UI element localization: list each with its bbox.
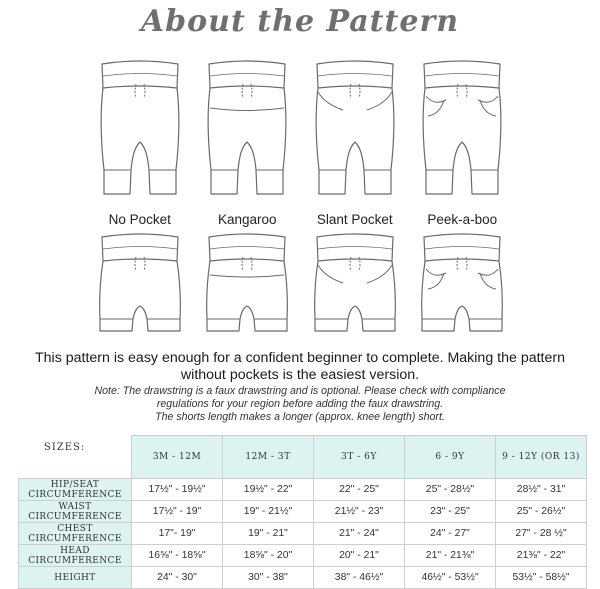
measurement-value: 23" - 25" <box>405 501 496 523</box>
slant-pocket <box>318 265 343 283</box>
measurement-value: 21⅜" - 22" <box>496 545 587 567</box>
size-column-header: 3M - 12M <box>132 436 223 479</box>
measurement-value: 19½" - 22" <box>223 479 314 501</box>
measurement-value: 53½" - 58½" <box>496 567 587 589</box>
pocket-label: No Pocket <box>108 211 171 227</box>
pants-drawing <box>88 58 192 208</box>
pants-cell <box>301 57 409 209</box>
note-line-3: The shorts length makes a longer (approx. knee length) short. <box>155 411 445 423</box>
measurement-label: HEIGHT <box>19 567 132 589</box>
measurement-value: 27" - 28 ½" <box>496 523 587 545</box>
pocket-label: Kangaroo <box>217 211 277 227</box>
pants-drawing <box>195 58 299 208</box>
note-text <box>20 385 580 424</box>
page-title: About the Pattern <box>140 4 460 39</box>
size-column-header: 12M - 3T <box>223 436 314 479</box>
table-row <box>19 501 587 523</box>
shorts-cell <box>409 229 517 345</box>
measurement-label: HEAD CIRCUMFERENCE <box>19 545 132 567</box>
kangaroo-pocket <box>210 275 284 277</box>
measurement-value: 19" - 21½" <box>223 501 314 523</box>
slant-pocket <box>367 265 392 283</box>
pocket-label: Slant Pocket <box>316 211 393 227</box>
size-column-header: 9 - 12Y (OR 13) <box>496 436 587 479</box>
pants-cell <box>194 57 302 209</box>
size-column-header: 6 - 9Y <box>405 436 496 479</box>
measurement-value: 38" - 46½" <box>314 567 405 589</box>
measurement-value: 16⅝" - 18⅝" <box>132 545 223 567</box>
measurement-value: 17½" - 19½" <box>132 479 223 501</box>
measurement-value: 30" - 38" <box>223 567 314 589</box>
sizes-label: SIZES: <box>44 442 86 453</box>
pattern-illustrations <box>86 57 516 345</box>
leg-outline <box>208 88 286 194</box>
size-chart-corner <box>19 436 132 479</box>
leg-outline <box>207 261 288 331</box>
measurement-value: 24" - 30" <box>132 567 223 589</box>
pants-grid <box>86 57 516 345</box>
measurement-value: 17"- 19" <box>132 523 223 545</box>
peek-pocket <box>426 269 446 289</box>
pants-drawing <box>303 58 407 208</box>
measurement-value: 21" - 21⅜" <box>405 545 496 567</box>
measurement-label: CHEST CIRCUMFERENCE <box>19 523 132 545</box>
pants-cell <box>409 57 517 209</box>
shorts-drawing <box>303 231 407 343</box>
measurement-label: HIP/SEAT CIRCUMFERENCE <box>19 479 132 501</box>
pocket-label: Peek-a-boo <box>427 211 498 227</box>
pants-drawing <box>410 58 514 208</box>
table-row <box>19 567 587 589</box>
shorts-drawing <box>88 231 192 343</box>
measurement-value: 25" - 28½" <box>405 479 496 501</box>
size-column-header: 3T - 6Y <box>314 436 405 479</box>
leg-outline <box>422 261 503 331</box>
measurement-value: 25" - 26½" <box>496 501 587 523</box>
note-line-1: Note: The drawstring is a faux drawstring and is optional. Please check with compliance <box>94 385 506 397</box>
shorts-cell <box>301 229 409 345</box>
peek-pocket <box>478 96 498 116</box>
leg-outline <box>316 88 394 194</box>
slant-pocket <box>318 92 343 110</box>
shorts-cell <box>194 229 302 345</box>
measurement-value: 21" - 24" <box>314 523 405 545</box>
intro-text: This pattern is easy enough for a confident beginner to complete. Making the pattern without pockets is the easiest version. <box>35 350 565 383</box>
shorts-drawing <box>195 231 299 343</box>
shorts-drawing <box>410 231 514 343</box>
measurement-value: 19" - 21" <box>223 523 314 545</box>
slant-pocket <box>367 92 392 110</box>
shorts-cell <box>86 229 194 345</box>
measurement-value: 46½" - 53½" <box>405 567 496 589</box>
leg-outline <box>101 88 179 194</box>
table-row <box>19 523 587 545</box>
peek-pocket <box>478 269 498 289</box>
measurement-value: 17½" - 19" <box>132 501 223 523</box>
leg-outline <box>99 261 180 331</box>
table-row <box>19 479 587 501</box>
measurement-value: 28½" - 31" <box>496 479 587 501</box>
peek-pocket <box>426 96 446 116</box>
measurement-label: WAIST CIRCUMFERENCE <box>19 501 132 523</box>
measurement-value: 20" - 21" <box>314 545 405 567</box>
measurement-value: 18⅝" - 20" <box>223 545 314 567</box>
table-row <box>19 545 587 567</box>
leg-outline <box>314 261 395 331</box>
measurement-value: 24" - 27" <box>405 523 496 545</box>
leg-outline <box>423 88 501 194</box>
note-line-2: regulations for your region before adding the faux drawstring. <box>156 398 444 410</box>
size-chart-header-row <box>19 436 587 479</box>
kangaroo-pocket <box>210 108 284 111</box>
pants-cell <box>86 57 194 209</box>
measurement-value: 22" - 25" <box>314 479 405 501</box>
measurement-value: 21½" - 23" <box>314 501 405 523</box>
size-chart <box>18 435 587 589</box>
